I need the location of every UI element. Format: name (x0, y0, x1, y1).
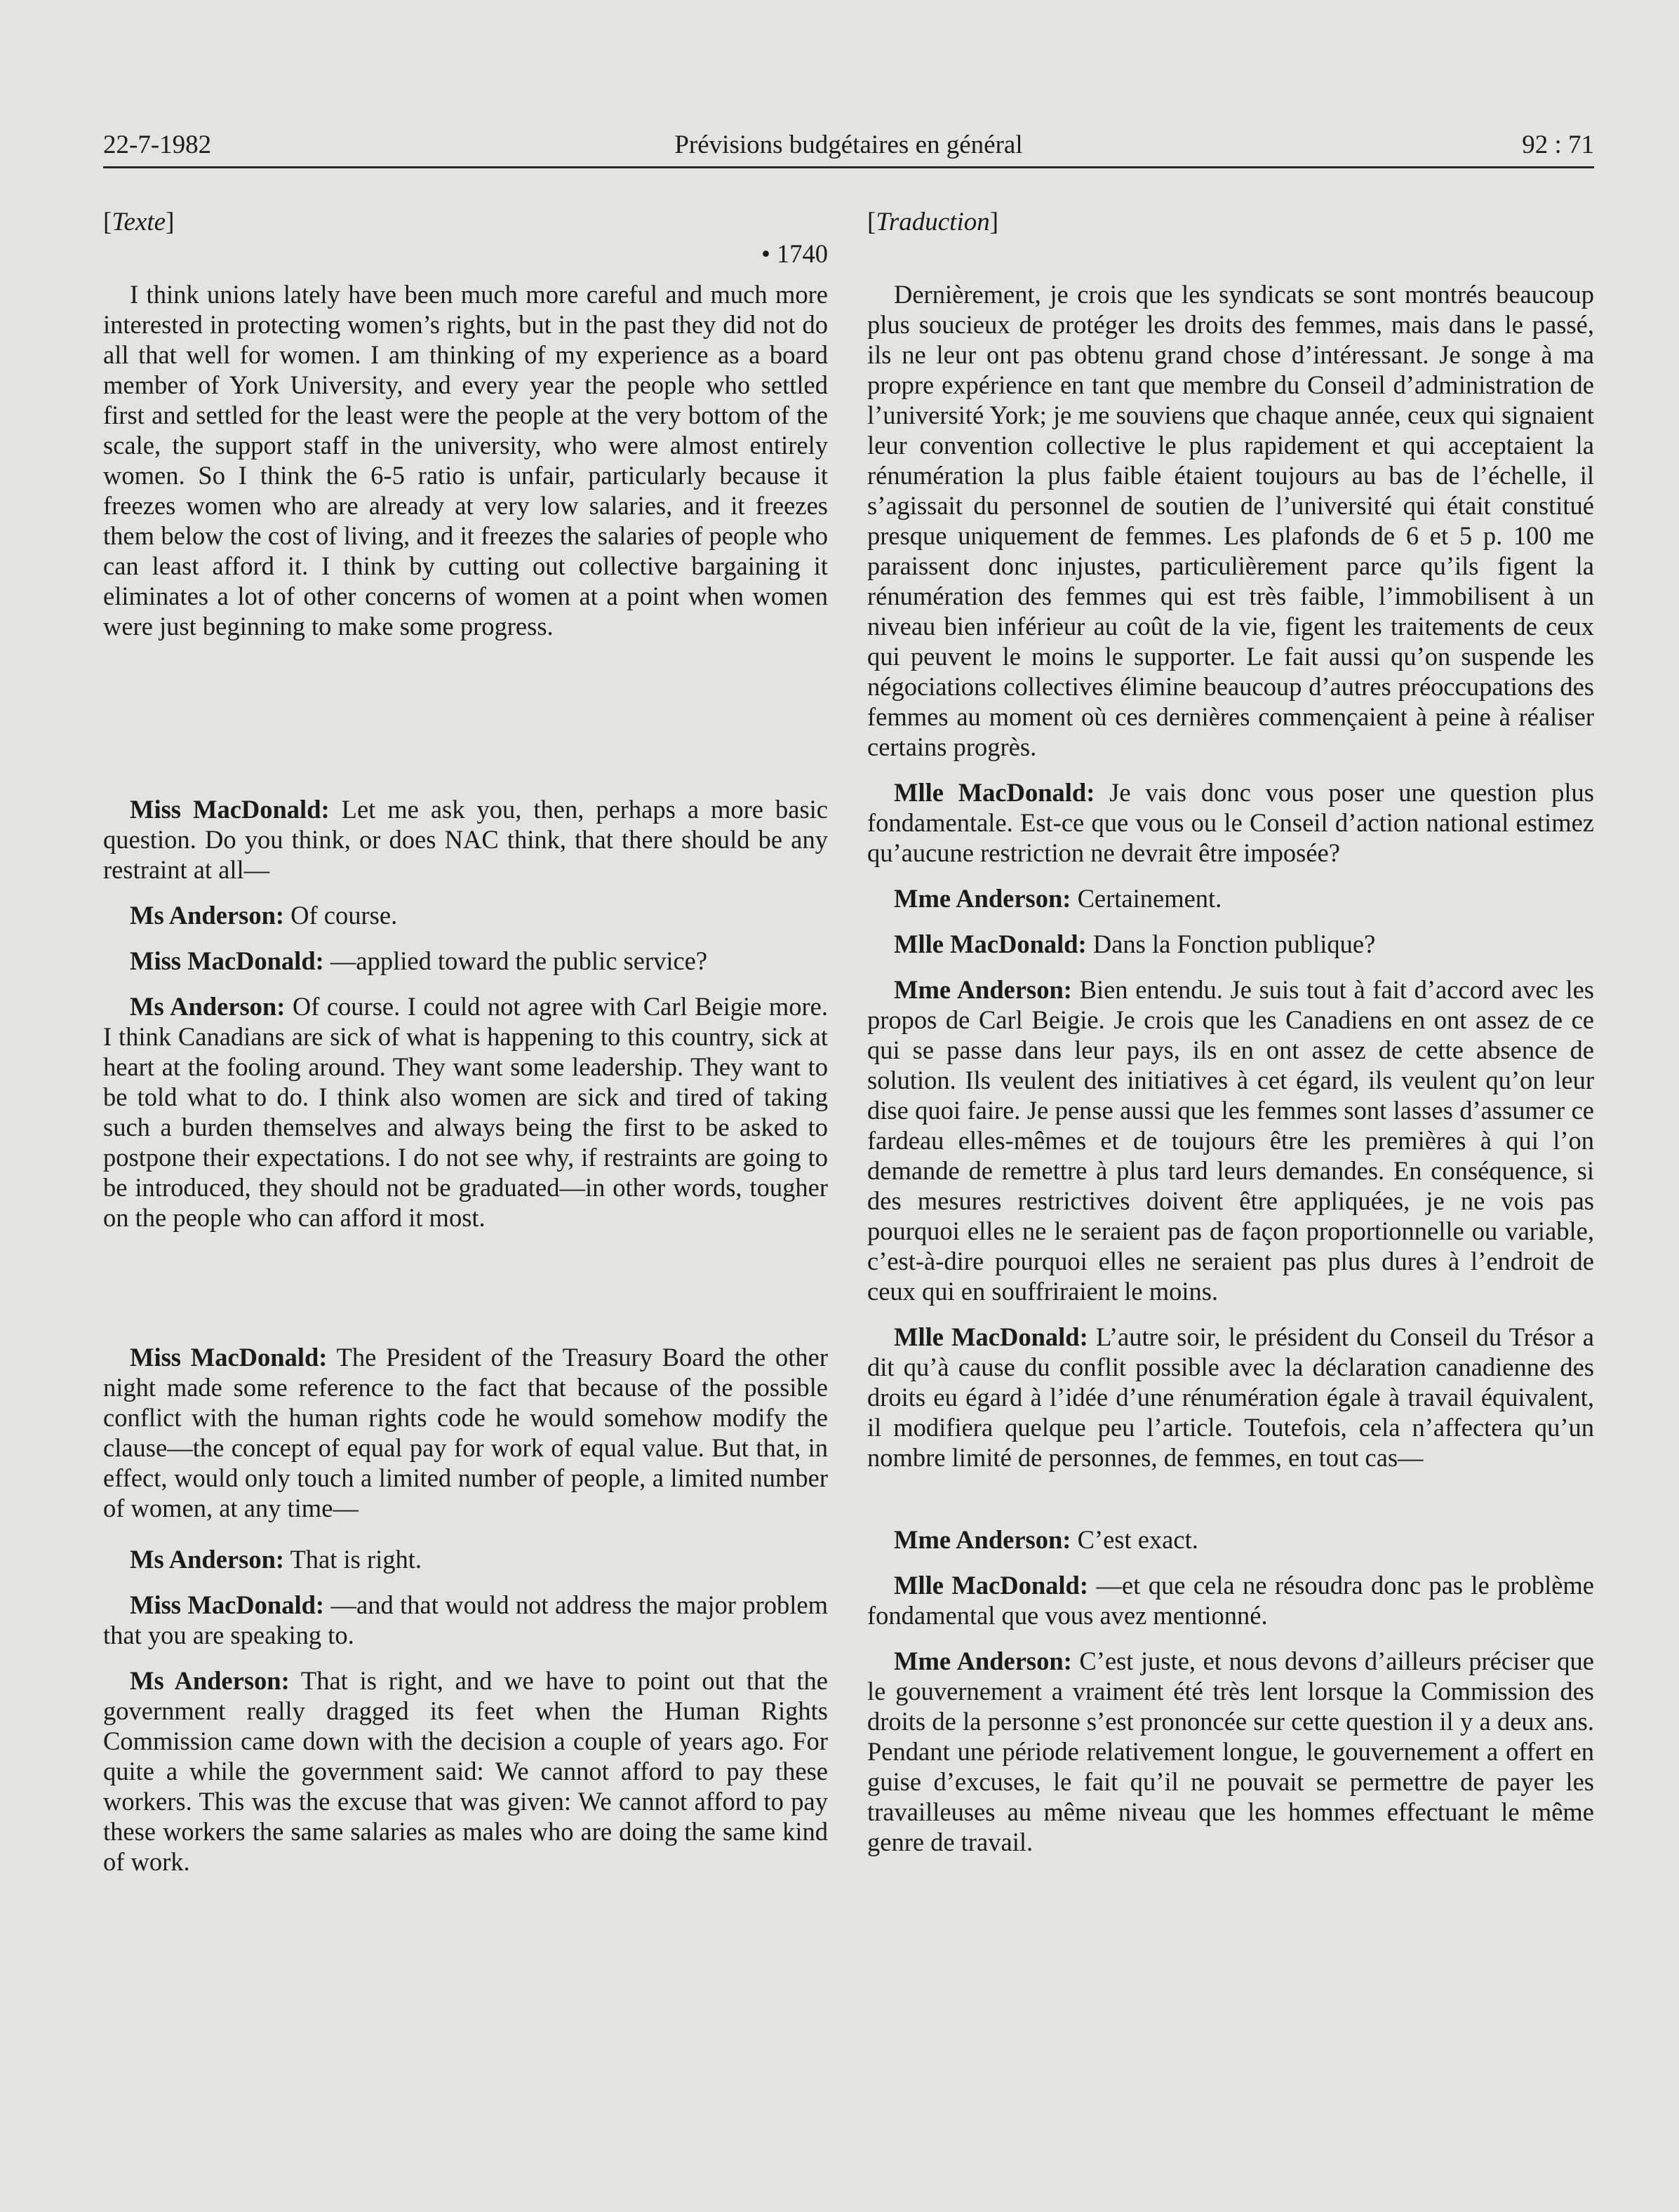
french-column (867, 206, 1594, 1857)
speaker: Miss MacDonald: (130, 946, 324, 975)
speaker: Ms Anderson: (130, 992, 286, 1021)
speaker: Miss MacDonald: (130, 1343, 328, 1372)
speech-paragraph: Ms Anderson: That is right, and we have to point out that the government really dragged its feet when the Human Rights Commission came down with the decision a couple of years ago. For quite a while the government said: We cannot afford to pay these workers. This was the excuse that was given: We cannot afford to pay these workers the same salaries as males who are doing the same kind of work. (103, 1666, 828, 1876)
header-title: Prévisions budgétaires en général (674, 130, 1023, 159)
speech-paragraph: Miss MacDonald: Let me ask you, then, perhaps a more basic question. Do you think, or does NAC think, that there should be any restraint at all— (103, 795, 828, 884)
speech-paragraph: Mme Anderson: C’est exact. (894, 1525, 1198, 1554)
speaker: Mlle MacDonald: (894, 778, 1095, 807)
paragraph: Dernièrement, je crois que les syndicats se sont montrés beaucoup plus soucieux de protéger les droits des femmes, mais dans le passé, ils ne leur ont pas obtenu grand chose d’intéressant. Je songe à ma propre expérience en tant que membre du Conseil d’administration de l’université York; je me souviens que chaque année, ceux qui signaient leur convention collective le plus rapidement et qui acceptaient la rénumération la plus faible étaient toujours au bas de l’échelle, il s’agissait du personnel de soutien de l’université qui était constitué presque uniquement de femmes. Les plafonds de 6 et 5 p. 100 me paraissent donc injustes, particulièrement parce qu’ils figent la rénumération des femmes qui est très faible, l’immobilisent à un niveau bien inférieur au coût de la vie, figent les traitements de ceux qui peuvent le moins le supporter. Le fait aussi qu’on suspende les négociations collectives élimine beaucoup d’autres préoccupations des femmes au moment où ces dernières commençaient à peine à réaliser certains progrès. (867, 280, 1594, 761)
speaker: Ms Anderson: (130, 901, 285, 930)
page-header (103, 126, 1594, 164)
speaker: Miss MacDonald: (130, 795, 330, 824)
text-label: [Texte] (103, 208, 175, 236)
speech-paragraph: Ms Anderson: Of course. I could not agree with Carl Beigie more. I think Canadians are sick of what is happening to this country, sick at heart at the fooling around. They want some leadership. They want to be told what to do. I think also women are sick and tired of taking such a burden themselves and always being the first to be asked to postpone their expectations. I do not see why, if restraints are going to be introduced, they should not be graduated—in other words, tougher on the people who can afford it most. (103, 992, 828, 1232)
header-rule (103, 166, 1594, 168)
speech-paragraph: Ms Anderson: That is right. (130, 1545, 422, 1574)
speaker: Mme Anderson: (894, 884, 1071, 913)
header-date: 22-7-1982 (103, 130, 212, 159)
speech-paragraph: Mlle MacDonald: Je vais donc vous poser une question plus fondamentale. Est-ce que vous ou le Conseil d’action national estimez qu’aucune restriction ne devrait être imposée? (867, 778, 1594, 867)
speaker: Ms Anderson: (130, 1545, 285, 1574)
speaker: Mme Anderson: (894, 975, 1072, 1004)
speech-paragraph: Miss MacDonald: The President of the Treasury Board the other night made some reference to the fact that because of the possible conflict with the human rights code he would somehow modify the clause—the concept of equal pay for work of equal value. But that, in effect, would only touch a limited number of people, a limited number of women, at any time— (103, 1343, 828, 1522)
speech-paragraph: Mlle MacDonald: L’autre soir, le président du Conseil du Trésor a dit qu’à cause du conflit possible avec la déclaration canadienne des droits eu égard à l’idée d’une rénumération égale à travail équivalent, il modifiera quelque peu l’article. Toutefois, cela n’affectera qu’un nombre limité de personnes, de femmes, en tout cas— (867, 1322, 1594, 1472)
speaker: Mlle MacDonald: (894, 1322, 1088, 1351)
speech-paragraph: Mlle MacDonald: Dans la Fonction publique? (894, 930, 1376, 958)
speaker: Mlle MacDonald: (894, 1571, 1089, 1600)
english-column (103, 206, 828, 1877)
speech-paragraph: Mme Anderson: Certainement. (894, 884, 1222, 913)
speaker: Mme Anderson: (894, 1525, 1071, 1554)
speaker: Mlle MacDonald: (894, 930, 1087, 958)
speech-paragraph: Mme Anderson: C’est juste, et nous devons d’ailleurs préciser que le gouvernement a vraiment été très lent lorsque la Commission des droits de la personne s’est prononcée sur cette question il y a deux ans. Pendant une période relativement longue, le gouvernement a offert en guise d’excuses, le fait qu’il ne pouvait se permettre de payer les travailleuses au même niveau que les hommes effectuant le même genre de travail. (867, 1647, 1595, 1856)
paragraph: I think unions lately have been much more careful and much more interested in protecting women’s rights, but in the past they did not do all that well for women. I am thinking of my experience as a board member of York University, and every year the people who settled first and settled for the least were the people at the very bottom of the scale, the support staff in the university, who were almost entirely women. So I think the 6-5 ratio is unfair, particularly because it freezes women who are already at very low salaries, and it freezes them below the cost of living, and it freezes the salaries of people who can least afford it. I think by cutting out collective bargaining it eliminates a lot of other concerns of women at a point when women were just beginning to make some progress. (103, 280, 828, 641)
speaker: Mme Anderson: (894, 1647, 1072, 1675)
speech-paragraph: Mlle MacDonald: —et que cela ne résoudra donc pas le problème fondamental que vous avez mentionné. (867, 1571, 1594, 1630)
speech-paragraph: Mme Anderson: Bien entendu. Je suis tout à fait d’accord avec les propos de Carl Beigie. Je crois que les Canadiens en ont assez de ce qui se passe dans leur pays, ils en ont assez de cette absence de solution. Ils veulent des initiatives à cet égard, ils veulent qu’on leur dise quoi faire. Je pense aussi que les femmes sont lasses d’assumer ce fardeau elles-mêmes et de toujours être les premières à qui l’on demande de remettre à plus tard leurs demandes. En conséquence, si des mesures restrictives doivent être appliquées, je ne vois pas pourquoi elles ne le seraient pas de façon proportionnelle ou variable, c’est-à-dire pourquoi elles ne seraient pas plus dures à l’endroit de ceux qui en souffriraient le moins. (867, 975, 1594, 1306)
time-marker: • 1740 (761, 239, 828, 268)
speech-paragraph: Miss MacDonald: —applied toward the public service? (130, 946, 708, 975)
speaker: Ms Anderson: (130, 1666, 290, 1695)
speech-paragraph: Ms Anderson: Of course. (130, 901, 398, 930)
header-page-number: 92 : 71 (1522, 130, 1594, 159)
speech-paragraph: Miss MacDonald: —and that would not address the major problem that you are speaking to. (103, 1590, 829, 1649)
speaker: Miss MacDonald: (130, 1590, 325, 1619)
translation-label: [Traduction] (867, 208, 999, 236)
